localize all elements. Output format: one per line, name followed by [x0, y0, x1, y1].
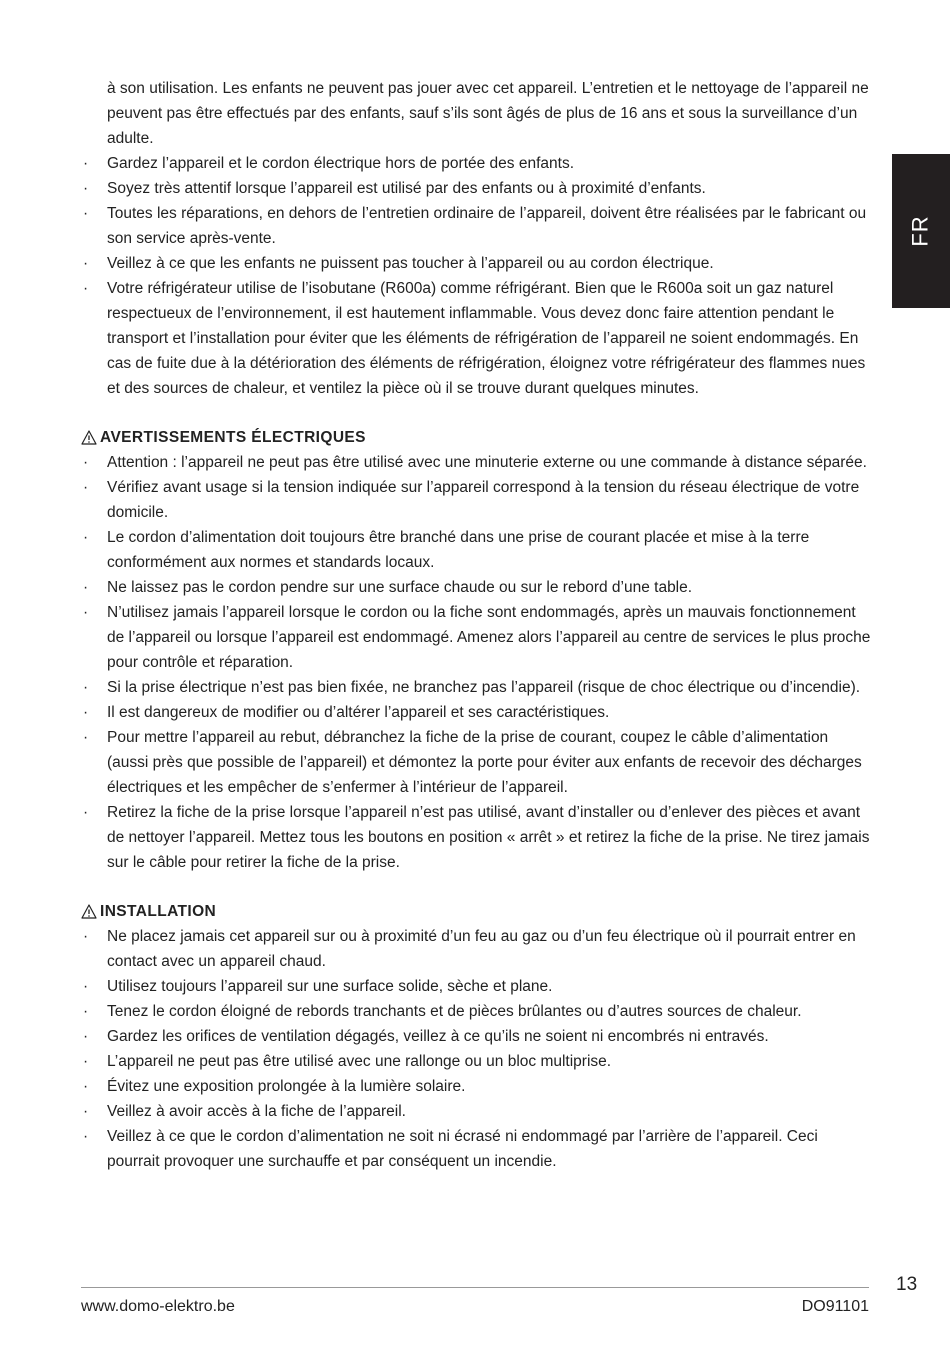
list-item: [81, 1099, 871, 1124]
bullet-marker: ·: [83, 604, 89, 621]
bullet-marker: ·: [83, 579, 89, 596]
list-item-text: Si la prise électrique n’est pas bien fixée, ne branchez pas l’appareil (risque de choc électrique ou d’incendie).: [107, 679, 861, 696]
list-item-text: Gardez l’appareil et le cordon électrique hors de portée des enfants.: [107, 155, 575, 172]
installation-list: [81, 924, 871, 1174]
list-item: [81, 1124, 871, 1174]
list-item-text: Veillez à ce que le cordon d’alimentation ne soit ni écrasé ni endommagé par l’arrière de l’appareil. Ceci pourrait provoquer une surchauffe et par conséquent un incendie.: [107, 1128, 818, 1170]
bullet-marker: ·: [83, 255, 89, 272]
bullet-marker: ·: [83, 1128, 89, 1145]
bullet-marker: ·: [83, 1103, 89, 1120]
bullet-marker: ·: [83, 1053, 89, 1070]
bullet-marker: ·: [83, 804, 89, 821]
list-item: [81, 974, 871, 999]
list-item: [81, 525, 871, 575]
list-item-text: Veillez à avoir accès à la fiche de l’appareil.: [107, 1103, 406, 1120]
list-item-text: N’utilisez jamais l’appareil lorsque le cordon ou la fiche sont endommagés, après un mauvais fonctionnement de l’appareil ou lorsque l’appareil est endommagé. Amenez alors l’appareil au centre de services le plus proche pour contrôle et réparation.: [107, 604, 871, 671]
page-number: 13: [896, 1274, 918, 1295]
list-item-text: Toutes les réparations, en dehors de l’entretien ordinaire de l’appareil, doivent être réalisées par le fabricant ou son service après-vente.: [107, 205, 867, 247]
footer-divider: [81, 1287, 869, 1288]
installation-heading: [81, 899, 871, 924]
list-item-text: Votre réfrigérateur utilise de l’isobutane (R600a) comme réfrigérant. Bien que le R600a soit un gaz naturel respectueux de l’environnement, il est hautement inflammable. Vous devez donc faire attention pendant le transport et l’installation pour éviter que les éléments de réfrigération de l’appareil ne soient endommagés. En cas de fuite due à la détérioration des éléments de réfrigération, éloignez votre réfrigérateur des flammes nues et des sources de chaleur, et ventilez la pièce où il se trouve durant quelques minutes.: [107, 280, 866, 397]
list-item: [81, 575, 871, 600]
list-item-text: Gardez les orifices de ventilation dégagés, veillez à ce qu’ils ne soient ni encombrés ni entravés.: [107, 1028, 769, 1045]
list-item-text: L’appareil ne peut pas être utilisé avec une rallonge ou un bloc multiprise.: [107, 1053, 612, 1070]
list-item: [81, 475, 871, 525]
bullet-marker: ·: [83, 454, 89, 471]
electrical-heading-text: AVERTISSEMENTS ÉLECTRIQUES: [100, 429, 366, 446]
electrical-warnings-list: [81, 450, 871, 875]
list-item-text: Attention : l’appareil ne peut pas être utilisé avec une minuterie externe ou une commande à distance séparée.: [107, 454, 867, 471]
bullet-marker: ·: [83, 205, 89, 222]
bullet-marker: ·: [83, 1003, 89, 1020]
list-item: [81, 1049, 871, 1074]
list-item-text: Le cordon d’alimentation doit toujours être branché dans une prise de courant placée et mise à la terre conformément aux normes et standards locaux.: [107, 529, 810, 571]
list-item-text: Évitez une exposition prolongée à la lumière solaire.: [107, 1078, 466, 1095]
warning-icon: [81, 904, 97, 919]
list-item: [81, 999, 871, 1024]
list-item: [81, 151, 871, 176]
list-item: [81, 800, 871, 875]
list-item: [81, 725, 871, 800]
installation-heading-text: INSTALLATION: [100, 903, 217, 920]
bullet-marker: ·: [83, 529, 89, 546]
list-item-text: Utilisez toujours l’appareil sur une surface solide, sèche et plane.: [107, 978, 553, 995]
intro-continuation: à son utilisation. Les enfants ne peuvent pas jouer avec cet appareil. L’entretien et le nettoyage de l’appareil ne peuvent pas être effectués par des enfants, sauf s’ils sont âgés de plus de 16 ans et sous la surveillance d’un adulte.: [107, 80, 869, 147]
bullet-marker: ·: [83, 180, 89, 197]
list-item-text: Il est dangereux de modifier ou d’altérer l’appareil et ses caractéristiques.: [107, 704, 610, 721]
footer-website: www.domo-elektro.be: [81, 1298, 235, 1315]
electrical-heading: [81, 425, 871, 450]
list-item: [81, 1074, 871, 1099]
list-item: [81, 276, 871, 401]
list-item: [81, 450, 871, 475]
list-item-text: Pour mettre l’appareil au rebut, débranchez la fiche de la prise de courant, coupez le câble d’alimentation (aussi près que possible de l’appareil) et démontez la porte pour éviter aux enfants de recevoir des décharges électriques et les empêcher de s’enfermer à l’intérieur de l’appareil.: [107, 729, 862, 796]
bullet-marker: ·: [83, 928, 89, 945]
list-item: [81, 251, 871, 276]
warning-icon: [81, 430, 97, 445]
bullet-marker: ·: [83, 679, 89, 696]
list-item: [81, 1024, 871, 1049]
list-item-text: Ne placez jamais cet appareil sur ou à proximité d’un feu au gaz ou d’un feu électrique où il pourrait entrer en contact avec un appareil chaud.: [107, 928, 856, 970]
list-item: [81, 675, 871, 700]
bullet-marker: ·: [83, 280, 89, 297]
footer-model-number: DO91101: [801, 1298, 869, 1315]
bullet-marker: ·: [83, 978, 89, 995]
bullet-marker: ·: [83, 1078, 89, 1095]
list-item: [81, 924, 871, 974]
list-item: [81, 600, 871, 675]
bullet-marker: ·: [83, 479, 89, 496]
bullet-marker: ·: [83, 155, 89, 172]
language-tab-label: FR: [907, 215, 933, 247]
list-item-text: Retirez la fiche de la prise lorsque l’appareil n’est pas utilisé, avant d’installer ou d’enlever des pièces et avant de nettoyer l’appareil. Mettez tous les boutons en position « arrêt » et retirez la fiche de la prise. Ne tirez jamais sur le câble pour retirer la fiche de la prise.: [107, 804, 870, 871]
page-content: [81, 76, 871, 1174]
bullet-marker: ·: [83, 704, 89, 721]
list-item: [81, 201, 871, 251]
list-item-text: Soyez très attentif lorsque l’appareil est utilisé par des enfants ou à proximité d’enfants.: [107, 180, 706, 197]
general-safety-list: [81, 151, 871, 401]
bullet-marker: ·: [83, 729, 89, 746]
list-item-text: Ne laissez pas le cordon pendre sur une surface chaude ou sur le rebord d’une table.: [107, 579, 693, 596]
bullet-marker: ·: [83, 1028, 89, 1045]
list-item-text: Vérifiez avant usage si la tension indiquée sur l’appareil correspond à la tension du réseau électrique de votre domicile.: [107, 479, 860, 521]
language-tab: [892, 154, 950, 308]
list-item: [81, 176, 871, 201]
list-item-text: Veillez à ce que les enfants ne puissent pas toucher à l’appareil ou au cordon électrique.: [107, 255, 714, 272]
list-item: [81, 700, 871, 725]
list-item-text: Tenez le cordon éloigné de rebords tranchants et de pièces brûlantes ou d’autres sources de chaleur.: [107, 1003, 802, 1020]
